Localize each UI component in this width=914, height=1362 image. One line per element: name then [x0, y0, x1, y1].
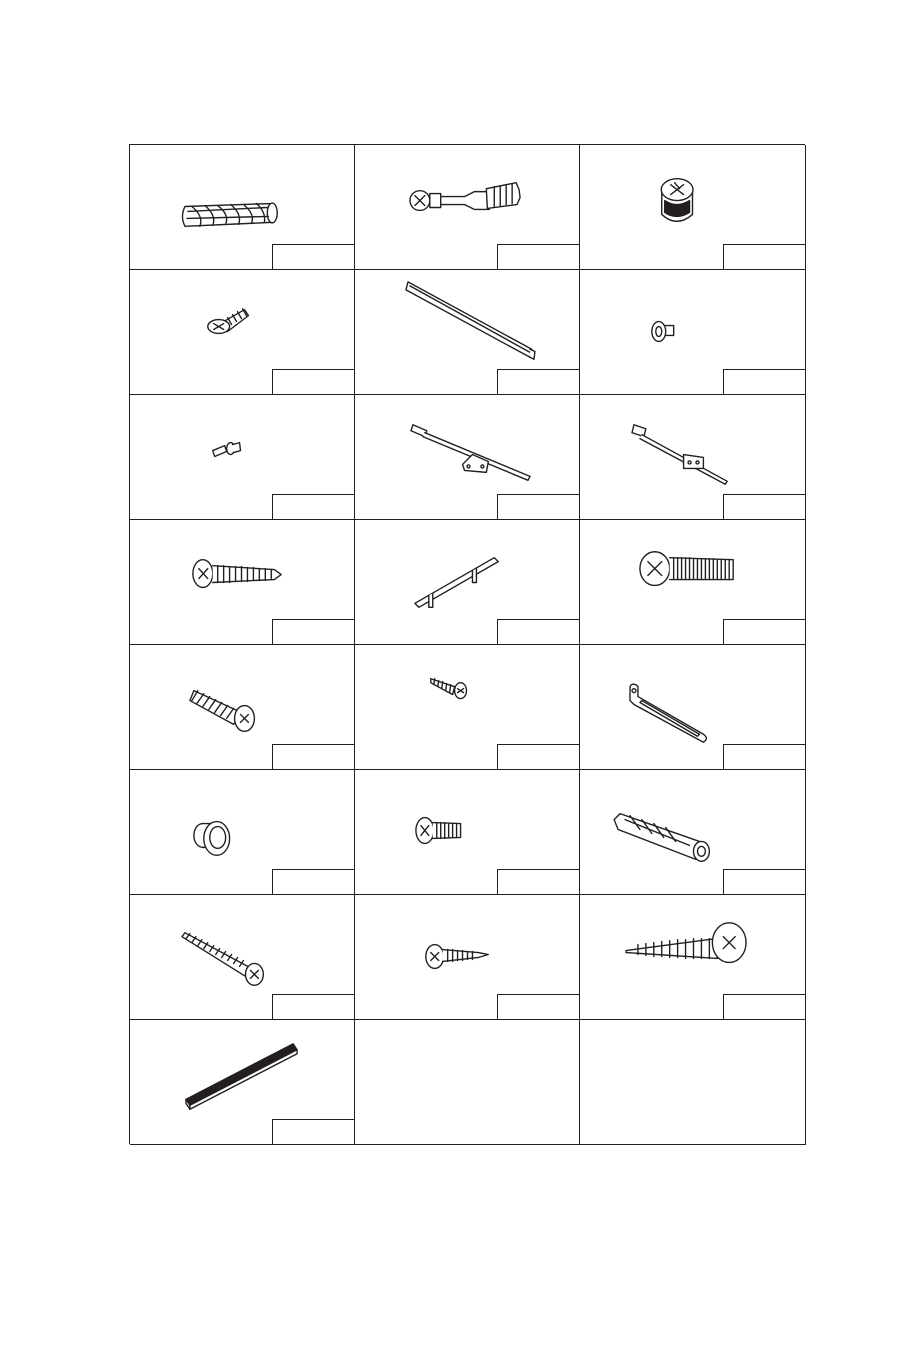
part-cell-9 — [580, 395, 806, 520]
hardware-parts-grid — [129, 144, 805, 1144]
part-cell-5 — [355, 270, 580, 395]
part-cell-13 — [130, 645, 355, 770]
part-cell-2 — [355, 145, 580, 270]
quantity-box[interactable] — [497, 244, 580, 270]
quantity-box[interactable] — [497, 619, 580, 645]
part-cell-17 — [355, 770, 580, 895]
quantity-box[interactable] — [272, 869, 355, 895]
part-cell-4 — [130, 270, 355, 395]
part-cell-1 — [130, 145, 355, 270]
part-cell-22 — [130, 1020, 355, 1145]
part-cell-12 — [580, 520, 806, 645]
quantity-box[interactable] — [272, 994, 355, 1020]
quantity-box[interactable] — [272, 744, 355, 770]
part-cell-21 — [580, 895, 806, 1020]
quantity-box[interactable] — [723, 994, 806, 1020]
part-cell-14 — [355, 645, 580, 770]
quantity-box[interactable] — [272, 494, 355, 520]
empty-cell — [580, 1020, 806, 1145]
empty-cell — [355, 1020, 580, 1145]
part-cell-7 — [130, 395, 355, 520]
quantity-box[interactable] — [497, 494, 580, 520]
part-cell-6 — [580, 270, 806, 395]
part-cell-16 — [130, 770, 355, 895]
quantity-box[interactable] — [272, 369, 355, 395]
quantity-box[interactable] — [723, 244, 806, 270]
part-cell-11 — [355, 520, 580, 645]
quantity-box[interactable] — [723, 744, 806, 770]
quantity-box[interactable] — [272, 244, 355, 270]
quantity-box[interactable] — [497, 744, 580, 770]
quantity-box[interactable] — [723, 494, 806, 520]
quantity-box[interactable] — [272, 1119, 355, 1145]
part-cell-18 — [580, 770, 806, 895]
part-cell-20 — [355, 895, 580, 1020]
quantity-box[interactable] — [723, 369, 806, 395]
part-cell-8 — [355, 395, 580, 520]
part-cell-15 — [580, 645, 806, 770]
quantity-box[interactable] — [723, 869, 806, 895]
quantity-box[interactable] — [723, 619, 806, 645]
part-cell-19 — [130, 895, 355, 1020]
part-cell-3 — [580, 145, 806, 270]
quantity-box[interactable] — [497, 994, 580, 1020]
quantity-box[interactable] — [497, 869, 580, 895]
part-cell-10 — [130, 520, 355, 645]
quantity-box[interactable] — [272, 619, 355, 645]
quantity-box[interactable] — [497, 369, 580, 395]
